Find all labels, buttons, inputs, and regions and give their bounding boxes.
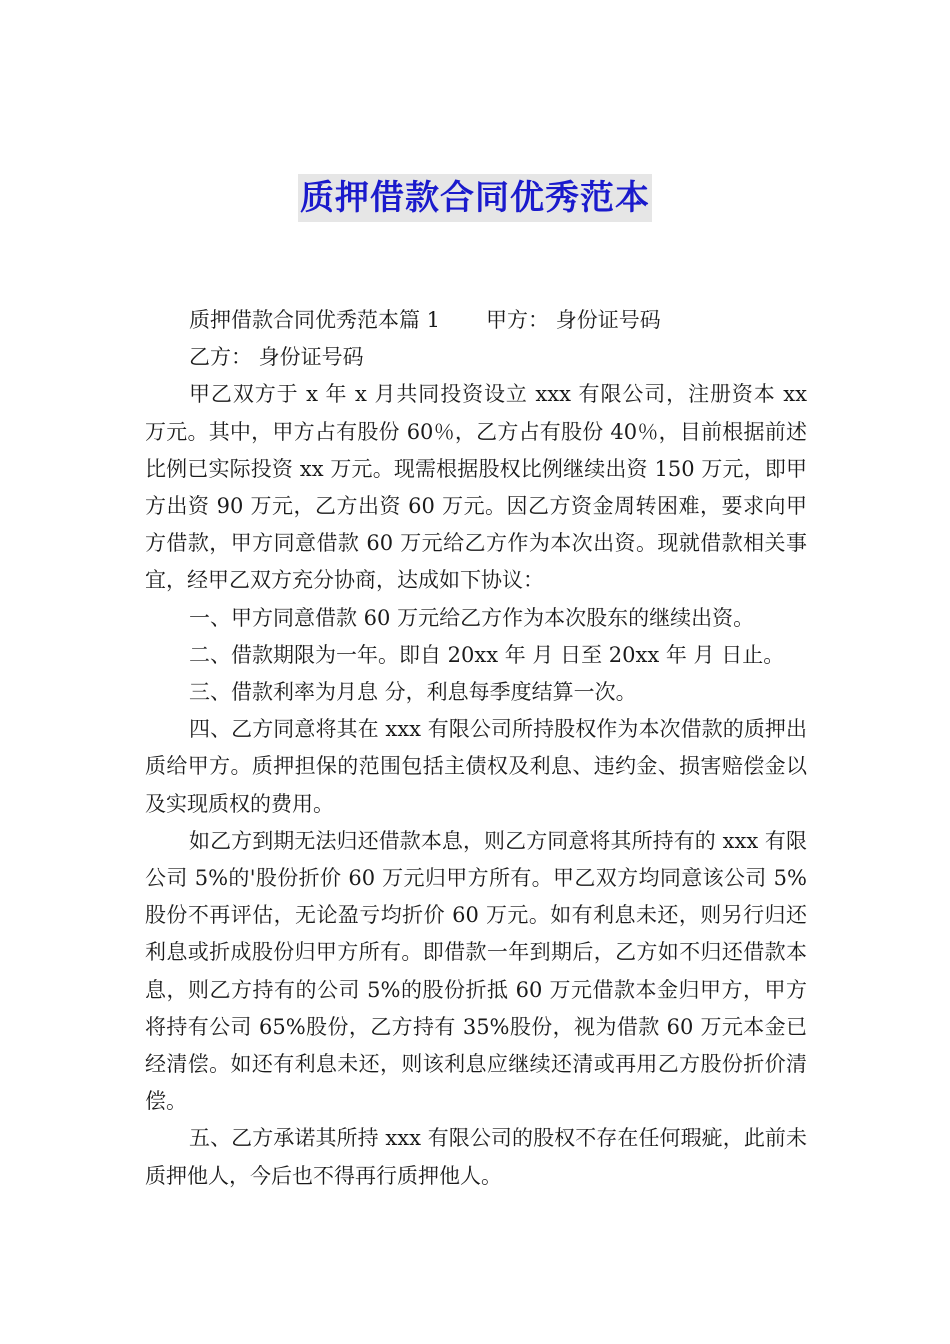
clause-4-detail: 如乙方到期无法归还借款本息，则乙方同意将其所持有的 xxx 有限公司 5%的'股份折价 60 万元归甲方所有。甲乙双方均同意该公司 5%股份不再评估，无论盈亏均折价 60 万元。如有利息未还，则另行归还利息或折成股份归甲方所有。即借款一年到期后，乙方如不归还借款本息，则乙方持有的公司 5%的股份折抵 60 万元借款本金归甲方，甲方将持有公司 65%股份，乙方持有 35%股份，视为借款 60 万元本金已经清偿。如还有利息未还，则该利息应继续还清或再用乙方股份折价清偿。 xyxy=(145,828,807,1114)
paragraph-intro: 甲乙双方于 x 年 x 月共同投资设立 xxx 有限公司，注册资本 xx 万元。其中，甲方占有股份 60％，乙方占有股份 40％，目前根据前述比例已实际投资 xx 万元。现需根据股权比例继续出资 150 万元，即甲方出资 90 万元，乙方出资 60 万元。因乙方资金周转困难，要求向甲方借款，甲方同意借款 60 万元给乙方作为本次出资。现就借款相关事宜，经甲乙双方充分协商，达成如下协议： xyxy=(145,382,807,593)
document-title: 质押借款合同优秀范本 xyxy=(298,174,652,222)
party-b-line: 乙方： 身份证号码 xyxy=(189,345,364,370)
clause-1: 一、甲方同意借款 60 万元给乙方作为本次股东的继续出资。 xyxy=(189,605,755,630)
title-container xyxy=(0,174,950,222)
heading-line xyxy=(145,302,807,339)
clause-3: 三、借款利率为月息 分，利息每季度结算一次。 xyxy=(189,680,637,705)
document-body xyxy=(145,302,807,1195)
clause-4: 四、乙方同意将其在 xxx 有限公司所持股权作为本次借款的质押出质给甲方。质押担保的范围包括主债权及利息、违约金、损害赔偿金以及实现质权的费用。 xyxy=(145,717,807,816)
clause-2: 二、借款期限为一年。即自 20xx 年 月 日至 20xx 年 月 日止。 xyxy=(189,642,785,667)
clause-5: 五、乙方承诺其所持 xxx 有限公司的股权不存在任何瑕疵，此前未质押他人，今后也不得再行质押他人。 xyxy=(145,1126,807,1188)
section-label: 质押借款合同优秀范本篇 1 xyxy=(189,308,441,332)
party-a-line: 甲方： 身份证号码 xyxy=(486,308,661,332)
